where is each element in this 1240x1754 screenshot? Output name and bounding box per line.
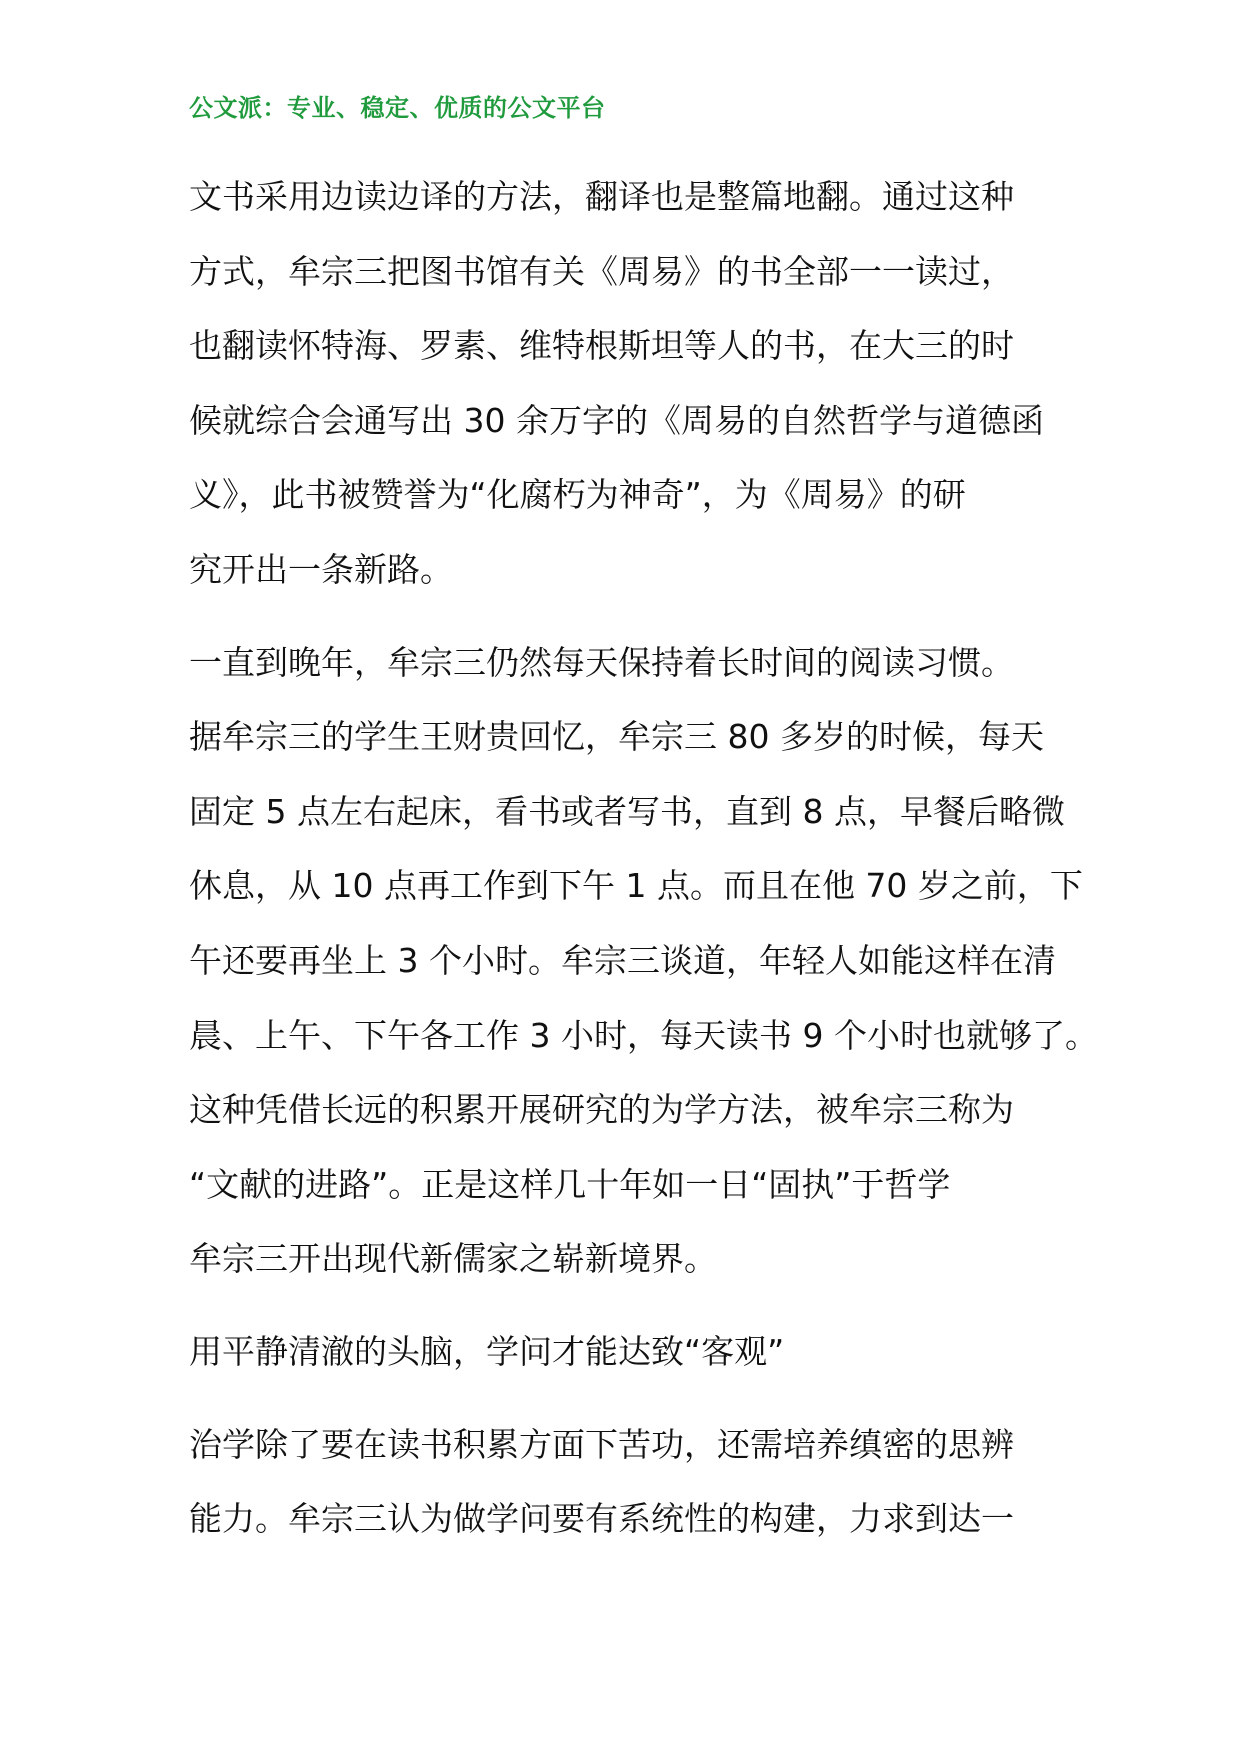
paragraph-gap: [189, 1390, 1069, 1408]
text-line: 候就综合会通写出 30 余万字的《周易的自然哲学与道德函: [189, 400, 1044, 440]
text-line: 一直到晚年，牟宗三仍然每天保持着长时间的阅读习惯。: [189, 642, 1014, 682]
text-line: 义》，此书被赞誉为“化腐朽为神奇”，为《周易》的研: [189, 475, 966, 515]
text-line: 究开出一条新路。: [189, 549, 453, 589]
text-line: 用平静清澈的头脑，学问才能达致“客观”: [189, 1331, 785, 1371]
text-line: 休息，从 10 点再工作到下午 1 点。而且在他 70 岁之前，下: [189, 866, 1083, 906]
text-line: 据牟宗三的学生王财贵回忆，牟宗三 80 多岁的时候，每天: [189, 717, 1044, 757]
text-line: 文书采用边读边译的方法，翻译也是整篇地翻。通过这种: [189, 177, 1014, 216]
text-line: 固定 5 点左右起床，看书或者写书，直到 8 点，早餐后略微: [189, 791, 1065, 831]
section-heading: [189, 1315, 1069, 1390]
paragraph-gap: [189, 608, 1069, 626]
paragraph-1: [189, 160, 1069, 608]
paragraph-gap: [189, 1297, 1069, 1315]
text-line: 午还要再坐上 3 个小时。牟宗三谈道，年轻人如能这样在清: [189, 940, 1056, 980]
paragraph-3: [189, 1408, 1069, 1557]
paragraph-2: [189, 626, 1098, 1297]
text-line: 也翻读怀特海、罗素、维特根斯坦等人的书，在大三的时: [189, 326, 1014, 366]
header-banner: 公文派：专业、稳定、优质的公文平台: [189, 94, 606, 122]
text-line: 牟宗三开出现代新儒家之崭新境界。: [189, 1239, 717, 1279]
text-line: 这种凭借长远的积累开展研究的为学方法，被牟宗三称为: [189, 1090, 1014, 1130]
text-line: 方式，牟宗三把图书馆有关《周易》的书全部一一读过，: [189, 251, 1014, 291]
text-line: 治学除了要在读书积累方面下苦功，还需培养缜密的思辨: [189, 1424, 1014, 1464]
text-line: 能力。牟宗三认为做学问要有系统性的构建，力求到达一: [189, 1499, 1014, 1539]
text-line: 晨、上午、下午各工作 3 小时，每天读书 9 个小时也就够了。: [189, 1015, 1098, 1055]
document-body: [189, 160, 1098, 1557]
text-line: “文献的进路”。正是这样几十年如一日“固执”于哲学: [189, 1164, 951, 1204]
